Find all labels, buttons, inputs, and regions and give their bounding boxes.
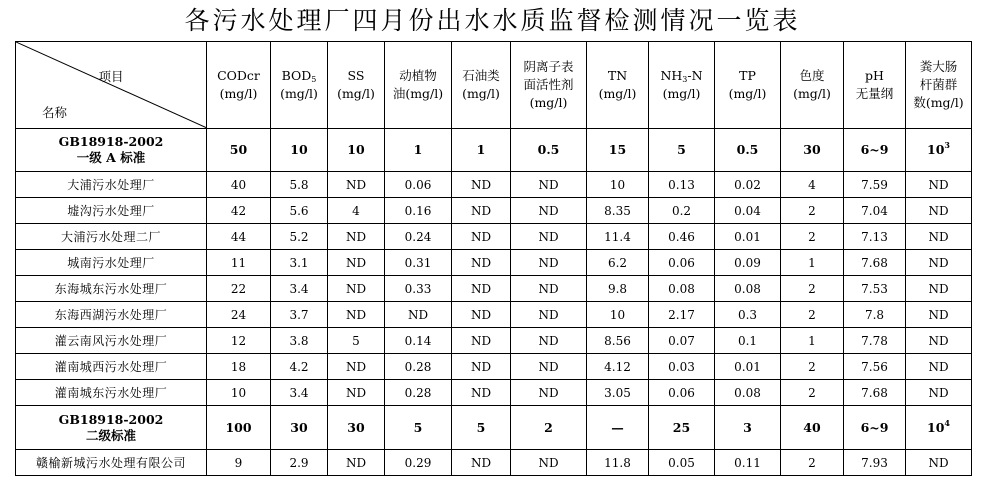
standard-value: 5 xyxy=(385,406,452,450)
table-cell: 3.05 xyxy=(587,380,649,406)
standard-value: 0.5 xyxy=(511,129,587,172)
table-cell: ND xyxy=(328,250,385,276)
header-cell xyxy=(844,42,906,129)
standard-value: 30 xyxy=(328,406,385,450)
table-cell: 7.68 xyxy=(844,380,906,406)
table-cell: 0.08 xyxy=(715,276,781,302)
table-cell: ND xyxy=(511,198,587,224)
header-cell xyxy=(587,42,649,129)
table-cell: 8.56 xyxy=(587,328,649,354)
table-cell: 2 xyxy=(781,224,844,250)
table-cell: 11.8 xyxy=(587,450,649,476)
table-cell: ND xyxy=(328,354,385,380)
header-text: 阴离子表 xyxy=(523,59,574,74)
coliform-base: 10 xyxy=(927,142,945,157)
table-cell: 4.2 xyxy=(271,354,328,380)
header-cell-content xyxy=(328,67,384,103)
table-cell: ND xyxy=(906,224,972,250)
table-cell: 10 xyxy=(587,172,649,198)
table-cell: 0.07 xyxy=(649,328,715,354)
table-cell: ND xyxy=(906,172,972,198)
table-cell: ND xyxy=(452,302,511,328)
table-cell: 9 xyxy=(207,450,271,476)
header-line xyxy=(781,67,843,85)
standard-value: 5 xyxy=(649,129,715,172)
table-cell: 3.7 xyxy=(271,302,328,328)
table-cell: 0.1 xyxy=(715,328,781,354)
table-cell: 2.17 xyxy=(649,302,715,328)
header-diagonal-cell xyxy=(16,42,207,129)
table-cell: 5.6 xyxy=(271,198,328,224)
table-cell: 3.4 xyxy=(271,380,328,406)
table-cell: 0.2 xyxy=(649,198,715,224)
table-cell: 2.9 xyxy=(271,450,328,476)
header-line xyxy=(587,67,648,85)
header-line xyxy=(844,67,905,85)
table-cell: 3.8 xyxy=(271,328,328,354)
header-text: SS xyxy=(347,68,365,83)
header-name-label: 名称 xyxy=(42,105,68,120)
header-cell xyxy=(715,42,781,129)
header-line xyxy=(207,67,270,85)
header-line: (mg/l) xyxy=(337,86,375,101)
plant-name: 东海西湖污水处理厂 xyxy=(16,302,207,328)
standard-value: 1 xyxy=(452,129,511,172)
header-line: 油(mg/l) xyxy=(392,86,444,101)
header-text: 色度 xyxy=(799,68,825,83)
table-cell: 0.11 xyxy=(715,450,781,476)
header-line: (mg/l) xyxy=(728,86,767,101)
table-cell: 7.59 xyxy=(844,172,906,198)
table-cell: 11 xyxy=(207,250,271,276)
header-cell xyxy=(906,42,972,129)
plant-name: 东海城东污水处理厂 xyxy=(16,276,207,302)
header-cell xyxy=(328,42,385,129)
header-cell-content xyxy=(844,67,905,103)
table-cell: 0.46 xyxy=(649,224,715,250)
table-row xyxy=(16,354,972,380)
header-text: CODcr xyxy=(217,68,260,83)
plant-name: 大浦污水处理厂 xyxy=(16,172,207,198)
header-cell-content xyxy=(587,67,648,103)
standard-value: 10 xyxy=(328,129,385,172)
table-cell: ND xyxy=(452,354,511,380)
table-cell: 0.28 xyxy=(385,380,452,406)
table-cell: 7.78 xyxy=(844,328,906,354)
header-subscript: 5 xyxy=(311,75,317,84)
standard-value: 50 xyxy=(207,129,271,172)
standard-value: 3 xyxy=(715,406,781,450)
table-cell: ND xyxy=(906,380,972,406)
table-cell: 0.05 xyxy=(649,450,715,476)
page-title: 各污水处理厂四月份出水水质监督检测情况一览表 xyxy=(184,6,801,35)
table-cell: ND xyxy=(452,224,511,250)
table-cell: ND xyxy=(511,380,587,406)
table-cell: 0.33 xyxy=(385,276,452,302)
table-cell: 8.35 xyxy=(587,198,649,224)
table-cell: ND xyxy=(906,354,972,380)
table-cell: 7.56 xyxy=(844,354,906,380)
header-text: 动植物 xyxy=(399,68,437,83)
table-cell: 4.12 xyxy=(587,354,649,380)
table-cell: ND xyxy=(452,276,511,302)
table-row xyxy=(16,380,972,406)
header-line xyxy=(271,67,327,85)
table-cell: 0.3 xyxy=(715,302,781,328)
header-text: NH xyxy=(660,68,683,83)
table-cell: 11.4 xyxy=(587,224,649,250)
table-cell: 2 xyxy=(781,450,844,476)
table-cell: 22 xyxy=(207,276,271,302)
header-cell xyxy=(781,42,844,129)
table-cell: ND xyxy=(511,172,587,198)
table-cell: 0.01 xyxy=(715,354,781,380)
table-cell: 0.01 xyxy=(715,224,781,250)
table-cell: ND xyxy=(906,328,972,354)
coliform-base: 10 xyxy=(927,419,945,435)
plant-name: 灌南城东污水处理厂 xyxy=(16,380,207,406)
table-cell: ND xyxy=(452,250,511,276)
header-cell xyxy=(385,42,452,129)
table-cell: ND xyxy=(328,450,385,476)
table-cell: 1 xyxy=(781,250,844,276)
table-cell: 0.13 xyxy=(649,172,715,198)
table-cell: 0.06 xyxy=(649,380,715,406)
header-cell xyxy=(452,42,511,129)
table-cell: ND xyxy=(511,450,587,476)
plant-name: 大浦污水处理二厂 xyxy=(16,224,207,250)
standard-row xyxy=(16,129,972,172)
table-cell: 7.04 xyxy=(844,198,906,224)
table-cell: ND xyxy=(452,450,511,476)
table-row xyxy=(16,198,972,224)
table-cell: 4 xyxy=(781,172,844,198)
header-cell-content xyxy=(452,67,510,103)
header-line: (mg/l) xyxy=(662,86,701,101)
coliform-exponent: 4 xyxy=(944,417,950,428)
table-cell: ND xyxy=(385,302,452,328)
header-line: (mg/l) xyxy=(529,95,568,110)
standard-value: 6~9 xyxy=(844,406,906,450)
standard-value: 10 xyxy=(271,129,328,172)
table-cell: 2 xyxy=(781,380,844,406)
water-quality-table xyxy=(15,41,972,476)
header-line xyxy=(715,67,780,85)
table-cell: 3.1 xyxy=(271,250,328,276)
header-line xyxy=(452,67,510,85)
table-cell: 7.13 xyxy=(844,224,906,250)
header-line: 无量纲 xyxy=(855,86,894,101)
table-cell: 0.24 xyxy=(385,224,452,250)
header-text: -N xyxy=(687,68,703,83)
table-cell: 0.06 xyxy=(649,250,715,276)
header-cell-content xyxy=(511,58,586,112)
table-row xyxy=(16,250,972,276)
coliform-exponent: 3 xyxy=(944,140,950,150)
standard-value: 30 xyxy=(271,406,328,450)
header-cell xyxy=(207,42,271,129)
standard-row xyxy=(16,406,972,450)
table-cell: ND xyxy=(906,276,972,302)
header-line xyxy=(385,67,451,85)
table-cell: 0.16 xyxy=(385,198,452,224)
header-text: pH xyxy=(865,68,884,83)
table-cell: ND xyxy=(452,328,511,354)
table-cell: ND xyxy=(328,224,385,250)
table-cell: 42 xyxy=(207,198,271,224)
table-cell: 6.2 xyxy=(587,250,649,276)
header-subscript: 3 xyxy=(682,75,688,84)
table-cell: ND xyxy=(328,172,385,198)
table-cell: ND xyxy=(906,450,972,476)
standard-name xyxy=(16,129,207,172)
table-cell: 0.29 xyxy=(385,450,452,476)
table-cell: 7.53 xyxy=(844,276,906,302)
table-cell: 0.31 xyxy=(385,250,452,276)
table-cell: ND xyxy=(511,276,587,302)
table-cell: 2 xyxy=(781,354,844,380)
header-cell-content xyxy=(906,58,971,112)
standard-value: 6~9 xyxy=(844,129,906,172)
header-cell xyxy=(649,42,715,129)
table-cell: ND xyxy=(906,302,972,328)
table-cell: 7.8 xyxy=(844,302,906,328)
table-cell: ND xyxy=(511,354,587,380)
standard-value: 40 xyxy=(781,406,844,450)
table-cell: 0.06 xyxy=(385,172,452,198)
table-cell: ND xyxy=(906,250,972,276)
table-cell: ND xyxy=(452,172,511,198)
table-row xyxy=(16,302,972,328)
plant-name: 灌南城西污水处理厂 xyxy=(16,354,207,380)
table-row xyxy=(16,172,972,198)
table-cell: 12 xyxy=(207,328,271,354)
table-cell: 2 xyxy=(781,198,844,224)
table-cell: 0.09 xyxy=(715,250,781,276)
standard-value: 2 xyxy=(511,406,587,450)
table-cell: 7.68 xyxy=(844,250,906,276)
table-cell: 40 xyxy=(207,172,271,198)
table-cell: ND xyxy=(328,276,385,302)
standard-value: 100 xyxy=(207,406,271,450)
standard-grade: 二级标准 xyxy=(85,427,136,443)
table-cell: ND xyxy=(511,328,587,354)
table-cell: 1 xyxy=(781,328,844,354)
header-text: TP xyxy=(739,68,756,83)
standard-value: 0.5 xyxy=(715,129,781,172)
standard-coliform xyxy=(906,129,972,172)
header-line xyxy=(649,67,714,85)
header-cell xyxy=(271,42,328,129)
header-row xyxy=(16,42,972,129)
header-line: 杆菌群 xyxy=(919,77,958,92)
header-cell-content xyxy=(271,67,327,103)
table-cell: ND xyxy=(328,302,385,328)
table-cell: ND xyxy=(906,198,972,224)
header-line: (mg/l) xyxy=(598,86,637,101)
standard-code: GB18918-2002 xyxy=(58,134,164,149)
table-cell: 0.08 xyxy=(715,380,781,406)
header-line: 面活性剂 xyxy=(523,77,574,92)
table-cell: ND xyxy=(452,198,511,224)
table-cell: 18 xyxy=(207,354,271,380)
table-cell: 0.14 xyxy=(385,328,452,354)
table-cell: 44 xyxy=(207,224,271,250)
header-line xyxy=(906,58,971,76)
table-row xyxy=(16,450,972,476)
table-cell: ND xyxy=(452,380,511,406)
table-cell: ND xyxy=(328,380,385,406)
header-line: (mg/l) xyxy=(793,86,831,101)
table-cell: 2 xyxy=(781,276,844,302)
table-row xyxy=(16,224,972,250)
table-row xyxy=(16,328,972,354)
standard-value: 25 xyxy=(649,406,715,450)
table-cell: 0.28 xyxy=(385,354,452,380)
header-line: 数(mg/l) xyxy=(913,95,964,110)
table-cell: 4 xyxy=(328,198,385,224)
table-cell: 5.2 xyxy=(271,224,328,250)
table-cell: 0.03 xyxy=(649,354,715,380)
table-cell: 9.8 xyxy=(587,276,649,302)
table-cell: ND xyxy=(511,250,587,276)
header-item-label: 项目 xyxy=(98,69,124,84)
standard-code: GB18918-2002 xyxy=(58,411,164,427)
table-cell: 0.08 xyxy=(649,276,715,302)
standard-name xyxy=(16,406,207,450)
header-text: TN xyxy=(607,68,628,83)
table-cell: 5.8 xyxy=(271,172,328,198)
table-cell: 5 xyxy=(328,328,385,354)
table-row xyxy=(16,276,972,302)
plant-name: 墟沟污水处理厂 xyxy=(16,198,207,224)
standard-value: 1 xyxy=(385,129,452,172)
header-text: BOD xyxy=(281,68,312,83)
header-text: 石油类 xyxy=(462,68,500,83)
header-cell xyxy=(511,42,587,129)
header-cell-content xyxy=(781,67,843,103)
header-line: (mg/l) xyxy=(219,86,258,101)
plant-name: 赣榆新城污水处理有限公司 xyxy=(16,450,207,476)
header-cell-content xyxy=(207,67,270,103)
table-cell: 7.93 xyxy=(844,450,906,476)
header-line: (mg/l) xyxy=(280,86,318,101)
header-line: (mg/l) xyxy=(462,86,500,101)
standard-value: 15 xyxy=(587,129,649,172)
table-cell: 3.4 xyxy=(271,276,328,302)
header-text: 粪大肠 xyxy=(919,59,958,74)
table-cell: 0.04 xyxy=(715,198,781,224)
table-cell: 10 xyxy=(207,380,271,406)
header-line xyxy=(511,58,586,76)
standard-value: — xyxy=(587,406,649,450)
standard-grade: 一级 A 标准 xyxy=(76,150,146,165)
plant-name: 城南污水处理厂 xyxy=(16,250,207,276)
header-cell-content xyxy=(385,67,451,103)
standard-value: 30 xyxy=(781,129,844,172)
header-cell-content xyxy=(649,67,714,103)
standard-value: 5 xyxy=(452,406,511,450)
header-cell-content xyxy=(715,67,780,103)
standard-coliform xyxy=(906,406,972,450)
table-cell: 0.02 xyxy=(715,172,781,198)
table-cell: 2 xyxy=(781,302,844,328)
plant-name: 灌云南风污水处理厂 xyxy=(16,328,207,354)
table-cell: ND xyxy=(511,302,587,328)
table-cell: 24 xyxy=(207,302,271,328)
table-cell: ND xyxy=(511,224,587,250)
table-cell: 10 xyxy=(587,302,649,328)
header-line xyxy=(328,67,384,85)
